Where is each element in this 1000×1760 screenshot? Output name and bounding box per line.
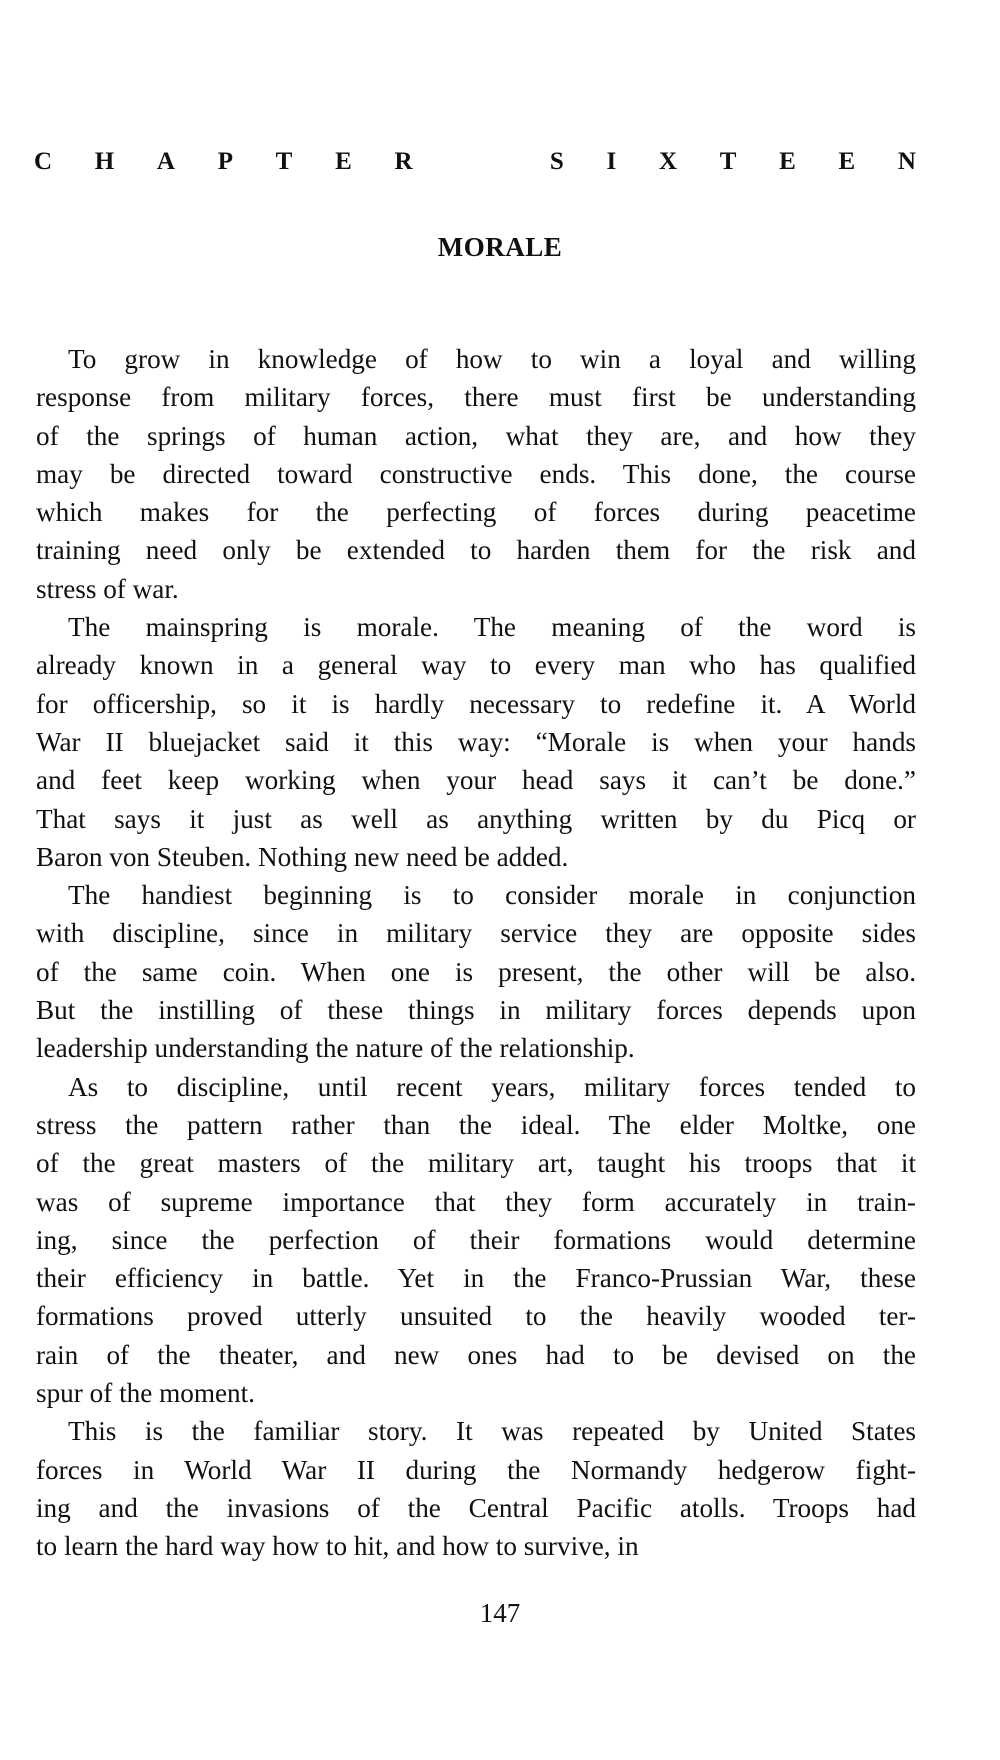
text-line: forces in World War II during the Normandy hedgerow fight- — [36, 1454, 916, 1485]
paragraph — [36, 340, 916, 608]
text-line: response from military forces, there must first be understanding — [36, 382, 916, 413]
text-line: spur of the moment. — [36, 1378, 255, 1409]
text-line: The mainspring is morale. The meaning of the word is — [68, 612, 916, 643]
chapter-letter: C — [34, 148, 53, 175]
text-line: their efficiency in battle. Yet in the Franco-Prussian War, these — [36, 1263, 916, 1294]
text-line: was of supreme importance that they form accurately in train- — [36, 1186, 916, 1217]
text-line: War II bluejacket said it this way: “Morale is when your hands — [36, 726, 916, 757]
text-line: But the instilling of these things in military forces depends upon — [36, 995, 916, 1026]
text-line: To grow in knowledge of how to win a loyal and willing — [68, 344, 916, 374]
chapter-letter: E — [335, 148, 352, 175]
paragraph — [36, 876, 916, 1067]
text-line: and feet keep working when your head says it can’t be done.” — [36, 765, 916, 796]
chapter-number-letter: I — [606, 148, 617, 175]
chapter-letter: R — [394, 148, 413, 175]
chapter-number-letter: X — [658, 148, 678, 175]
text-line: That says it just as well as anything written by du Picq or — [36, 803, 916, 834]
text-line: to learn the hard way how to hit, and how to survive, in — [36, 1531, 639, 1562]
text-line: already known in a general way to every man who has qualified — [36, 650, 916, 681]
text-line: training need only be extended to harden them for the risk and — [36, 535, 916, 566]
chapter-letter: T — [275, 148, 293, 175]
paragraph — [36, 608, 916, 876]
text-line: for officership, so it is hardly necessary to redefine it. A World — [36, 688, 916, 719]
text-line: This is the familiar story. It was repeated by United States — [68, 1416, 916, 1447]
text-line: ing and the invasions of the Central Pacific atolls. Troops had — [36, 1492, 916, 1523]
text-line: which makes for the perfecting of forces during peacetime — [36, 497, 916, 528]
text-line: Baron von Steuben. Nothing new need be added. — [36, 841, 569, 872]
chapter-number-letter: E — [838, 148, 856, 175]
paragraph — [36, 1068, 916, 1413]
text-line: of the same coin. When one is present, the other will be also. — [36, 956, 916, 987]
text-line: rain of the theater, and new ones had to be devised on the — [36, 1339, 916, 1370]
chapter-number-letter: N — [897, 148, 916, 175]
text-line: with discipline, since in military service they are opposite sides — [36, 918, 916, 949]
chapter-letter: P — [217, 148, 233, 175]
chapter-number-letter: T — [719, 148, 737, 175]
body-text — [36, 340, 916, 1566]
chapter-number-letter: E — [779, 148, 796, 175]
text-line: ing, since the perfection of their formations would determine — [36, 1224, 916, 1255]
text-line: As to discipline, until recent years, military forces tended to — [68, 1071, 916, 1102]
text-line: formations proved utterly unsuited to the heavily wooded ter- — [36, 1301, 916, 1332]
chapter-title: MORALE — [437, 232, 563, 262]
paragraph — [36, 1412, 916, 1565]
chapter-letter: A — [156, 148, 175, 175]
text-line: of the springs of human action, what they are, and how they — [36, 420, 916, 451]
chapter-letter: H — [94, 148, 115, 175]
text-line: stress the pattern rather than the ideal. The elder Moltke, one — [36, 1109, 916, 1140]
page-number: 147 — [479, 1598, 521, 1628]
text-line: may be directed toward constructive ends. This done, the course — [36, 458, 916, 489]
text-line: The handiest beginning is to consider morale in conjunction — [68, 880, 916, 911]
text-line: of the great masters of the military art, taught his troops that it — [36, 1148, 916, 1179]
text-line: stress of war. — [36, 573, 179, 604]
chapter-number-letter: S — [549, 148, 564, 175]
text-line: leadership understanding the nature of the relationship. — [36, 1033, 635, 1064]
chapter-heading — [34, 148, 916, 176]
